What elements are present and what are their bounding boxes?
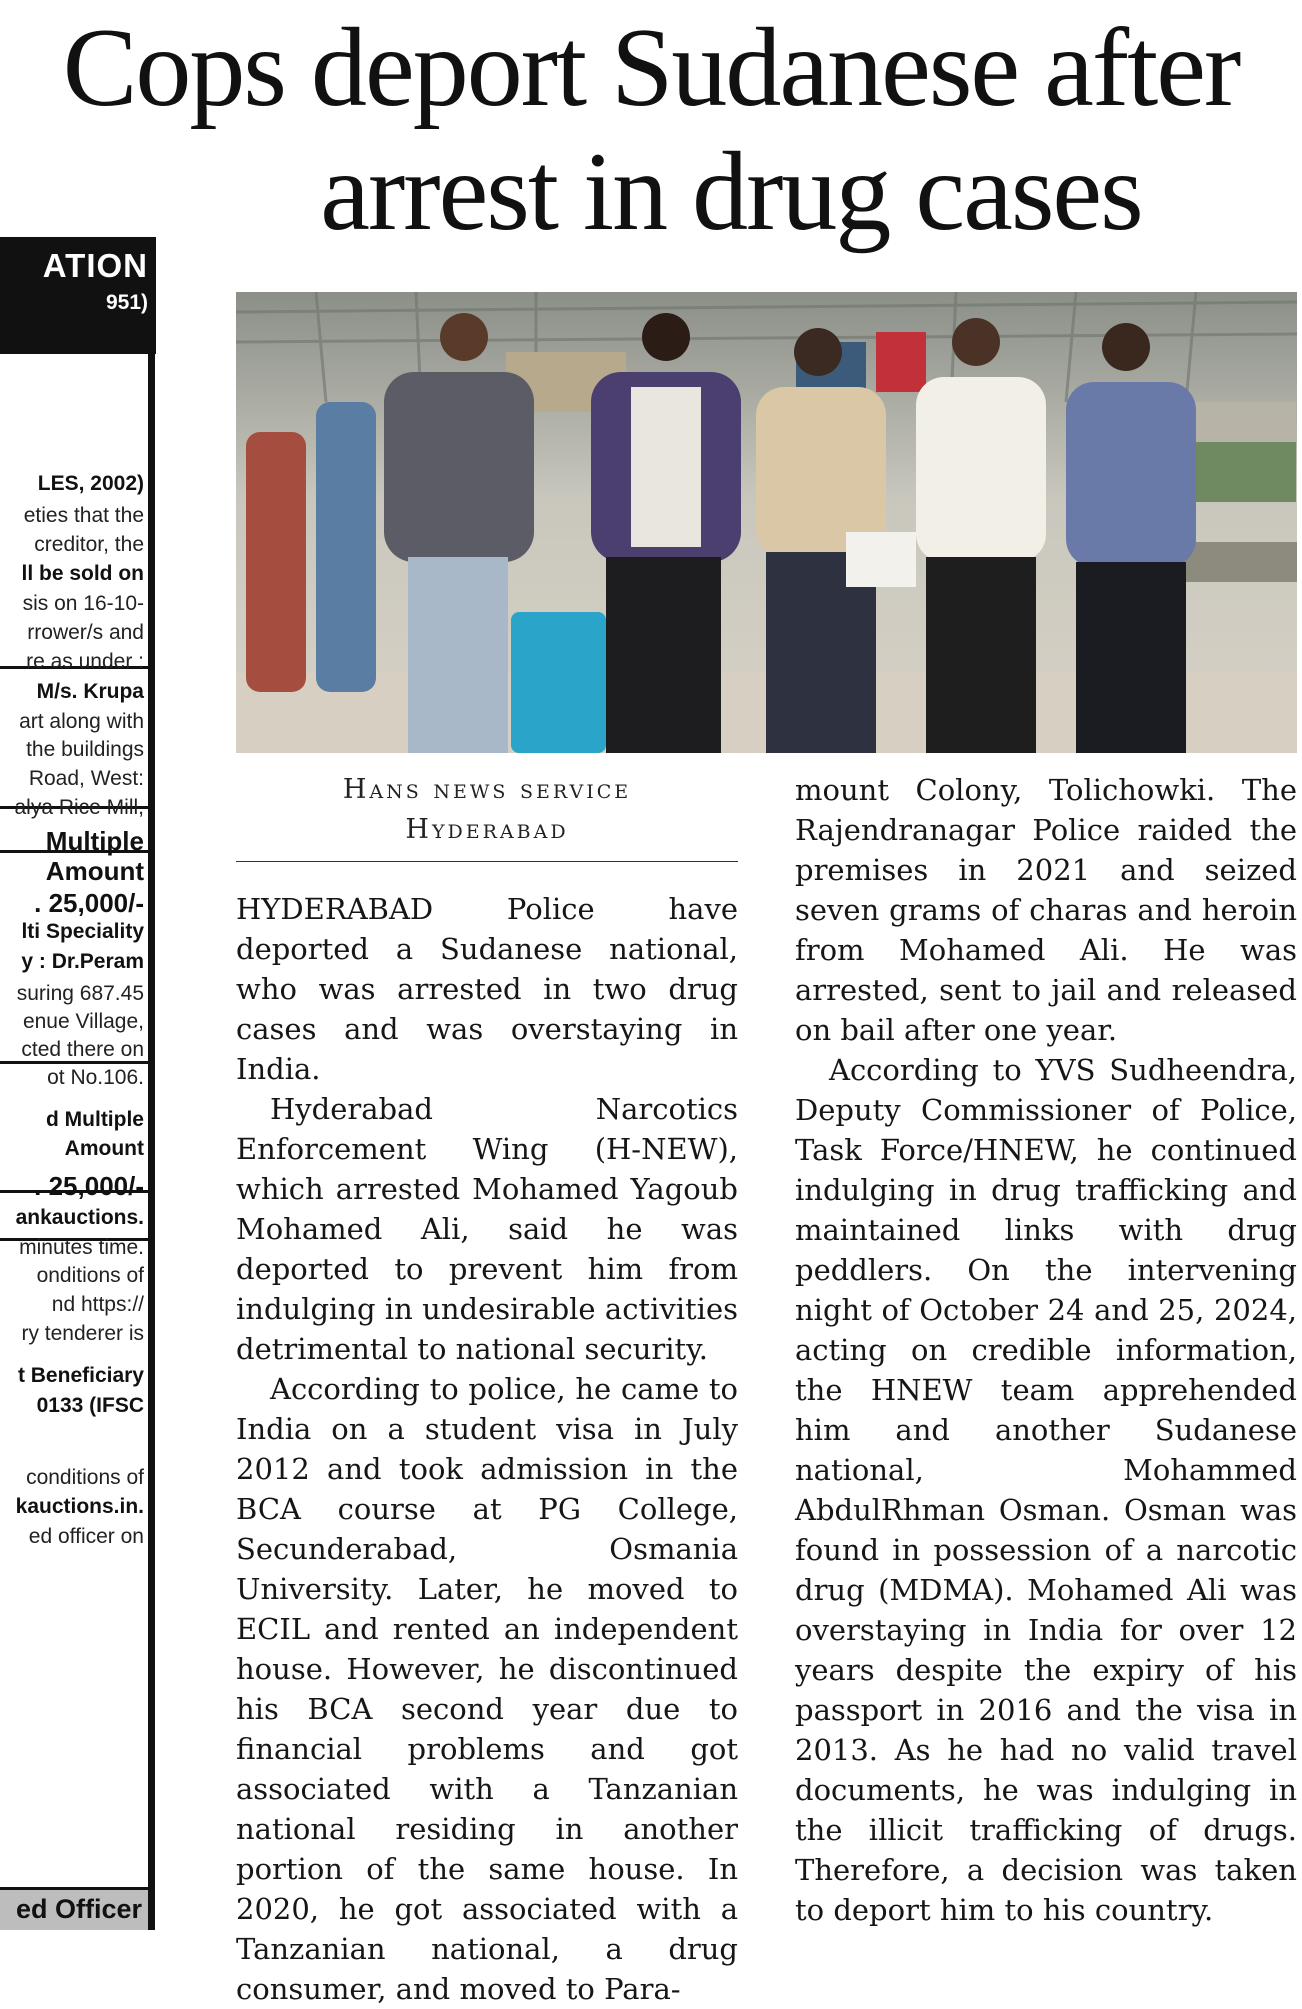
headline-line-2: arrest in drug cases xyxy=(320,130,1142,254)
advertisement-line: minutes time. xyxy=(19,1236,144,1259)
advertisement-line: . 25,000/- xyxy=(34,888,144,918)
advertisement-line: Amount xyxy=(45,856,144,886)
advertisement-line: re as under : xyxy=(26,650,144,673)
advertisement-title: ATION xyxy=(42,247,148,284)
advertisement-line: ed officer on xyxy=(28,1525,144,1548)
article-paragraph: According to police, he came to India on a student visa in July 2012 and took admission in the BCA course at PG College, Secunderabad, Osmania University. Later, he moved to ECIL and rented an independent house. However, he discontinued his BCA second year due to financial problems and got associated with a Tanzanian national residing in another portion of the same house. In 2020, he got associated with a Tanzanian national, a drug consumer, and moved to Para- xyxy=(236,1372,738,2006)
advertisement-line: ry tenderer is xyxy=(21,1322,144,1345)
article-column-2 xyxy=(795,770,1297,1930)
advertisement-line: t Beneficiary xyxy=(17,1364,144,1387)
advertisement-footer xyxy=(0,1887,148,1930)
advertisement-header xyxy=(0,237,156,354)
advertisement-line: d Multiple xyxy=(46,1108,144,1131)
advertisement-line: eties that the xyxy=(23,504,144,527)
advertisement-subtitle: 951) xyxy=(105,291,148,314)
advertisement-line: 0133 (IFSC xyxy=(36,1394,144,1417)
advertisement-line: Road, West: xyxy=(28,767,144,790)
advertisement-line: M/s. Krupa xyxy=(36,680,144,703)
advertisement-line: nd https:// xyxy=(51,1293,144,1316)
advertisement-line: Multiple xyxy=(45,826,144,856)
advertisement-line: conditions of xyxy=(26,1466,144,1489)
advertisement-line: suring 687.45 xyxy=(16,982,144,1005)
advertisement-line: enue Village, xyxy=(22,1010,144,1033)
advertisement-footer-text: ed Officer xyxy=(15,1894,142,1924)
advertisement-line: y : Dr.Peram xyxy=(21,950,144,973)
byline-rule xyxy=(236,861,738,862)
advertisement-line: creditor, the xyxy=(34,533,144,556)
article-paragraph: According to YVS Sudheendra, Deputy Commissioner of Police, Task Force/HNEW, he continued indulging in drug trafficking and maintained links with drug peddlers. On the intervening night of October 24 and 25, 2024, acting on credible information, the HNEW team apprehended him and another Sudanese national, Mohammed AbdulRhman Osman. Osman was found in possession of a narcotic drug (MDMA). Mohamed Ali was overstaying in India for over 12 years despite the expiry of his passport in 2016 and the visa in 2013. As he had no valid travel documents, he was indulging in the illicit trafficking of drugs. Therefore, a decision was taken to deport him to his country. xyxy=(795,1053,1297,1927)
article-paragraph: HYDERABAD Police have deported a Sudanese national, who was arrested in two drug cases and was overstaying in India. xyxy=(236,892,738,1086)
advertisement-line: rrower/s and xyxy=(27,621,144,644)
advertisement-line: the buildings xyxy=(26,738,144,761)
news-photo xyxy=(236,292,1297,753)
advertisement-line: art along with xyxy=(19,710,144,733)
advertisement-line: LES, 2002) xyxy=(37,472,144,495)
advertisement-line: lti Speciality xyxy=(21,920,144,943)
byline xyxy=(236,770,738,850)
advertisement-line: ll be sold on xyxy=(21,562,144,585)
advertisement-line: alya Rice Mill, xyxy=(14,796,144,819)
byline-service: Hans news service xyxy=(342,774,632,805)
advertisement-body xyxy=(0,354,155,1930)
advertisement-line: Amount xyxy=(64,1137,144,1160)
advertisement-line: kauctions.in. xyxy=(15,1495,144,1518)
advertisement-line: onditions of xyxy=(36,1264,144,1287)
article-paragraph: Hyderabad Narcotics Enforcement Wing (H-NEW), which arrested Mohamed Yagoub Mohamed Ali, said he was deported to prevent him from indulging in undesirable activities detrimental to national security. xyxy=(236,1092,738,1366)
article-paragraph: mount Colony, Tolichowki. The Rajendranagar Police raided the premises in 2021 and seized seven grams of charas and heroin from Mohamed Ali. He was arrested, sent to jail and released on bail after one year. xyxy=(795,773,1297,1047)
advertisement-line: sis on 16-10- xyxy=(22,592,144,615)
advertisement-strip xyxy=(0,237,156,1930)
article-column-1 xyxy=(236,889,738,2009)
advertisement-line: ot No.106. xyxy=(47,1066,144,1089)
advertisement-line: . 25,000/- xyxy=(34,1171,144,1201)
advertisement-line: cted there on xyxy=(21,1038,144,1061)
headline-line-1: Cops deport Sudanese after xyxy=(62,6,1240,130)
byline-city: Hyderabad xyxy=(405,814,569,845)
advertisement-line: ankauctions. xyxy=(15,1206,144,1229)
headline xyxy=(0,0,1302,254)
